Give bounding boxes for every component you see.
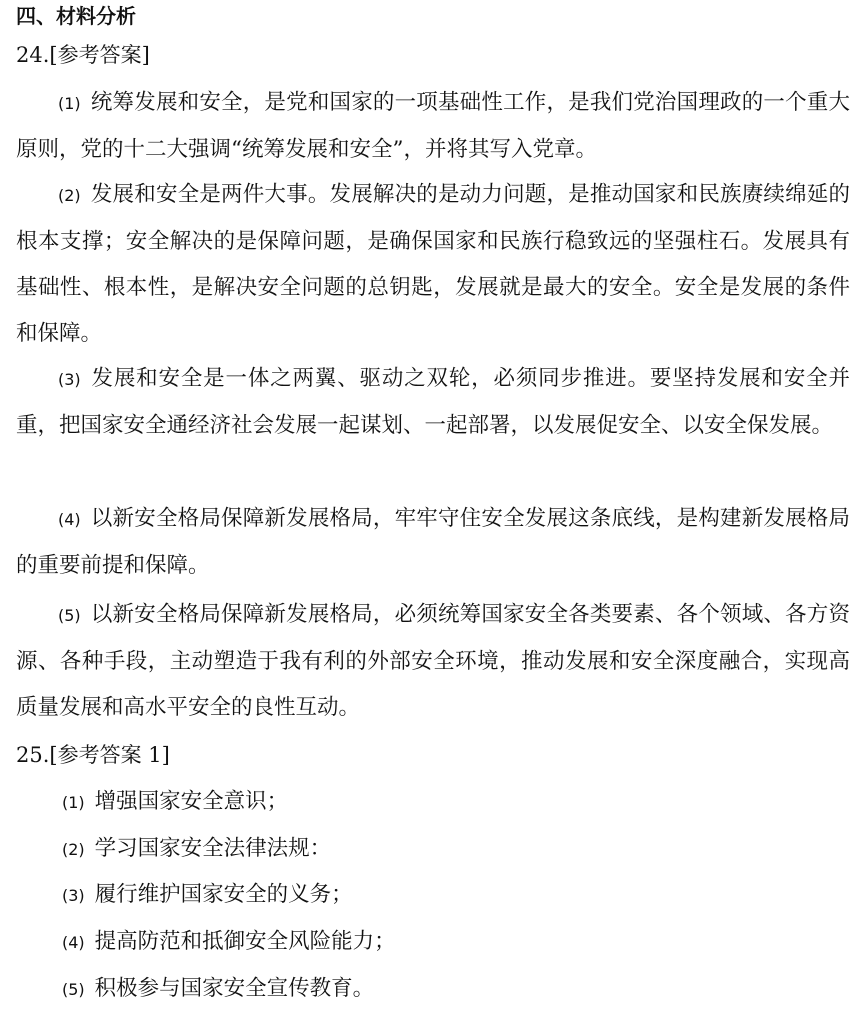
item-number: (4) <box>62 933 85 952</box>
paragraph-number: (2) <box>58 186 81 205</box>
item-text: 学习国家安全法律法规： <box>94 836 332 861</box>
item-text: 积极参与国家安全宣传教育。 <box>94 976 375 1001</box>
answer-24-paragraph-4 <box>16 496 850 589</box>
answer-25-item-4 <box>62 927 396 958</box>
item-text: 增强国家安全意识； <box>94 789 289 814</box>
answer-25-item-5 <box>62 974 374 1005</box>
answer-24-paragraph-2 <box>16 172 850 357</box>
answer-25-item-2 <box>62 834 331 865</box>
paragraph-text: 发展和安全是一体之两翼、驱动之双轮，必须同步推进。要坚持发展和安全并重，把国家安全通经济社会发展一起谋划、一起部署，以发展促安全、以安全保发展。 <box>16 366 850 438</box>
item-number: (1) <box>62 793 85 812</box>
paragraph-text: 以新安全格局保障新发展格局，牢牢守住安全发展这条底线，是构建新发展格局的重要前提和保障。 <box>16 506 850 578</box>
item-number: (2) <box>62 840 85 859</box>
paragraph-number: (1) <box>58 94 81 113</box>
answer-24-paragraph-3 <box>16 356 850 449</box>
question-24-heading: 24.[参考答案] <box>16 43 150 67</box>
paragraph-number: (4) <box>58 510 81 529</box>
section-title: 四、材料分析 <box>16 4 136 28</box>
item-number: (5) <box>62 980 85 999</box>
paragraph-text: 以新安全格局保障新发展格局，必须统筹国家安全各类要素、各个领域、各方资源、各种手段，主动塑造于我有利的外部安全环境，推动发展和安全深度融合，实现高质量发展和高水平安全的良性互动。 <box>16 602 850 720</box>
paragraph-text: 统筹发展和安全，是党和国家的一项基础性工作，是我们党治国理政的一个重大原则，党的十二大强调“统筹发展和安全”，并将其写入党章。 <box>16 90 850 162</box>
question-25-heading: 25.[参考答案 1] <box>16 743 170 767</box>
answer-25-item-1 <box>62 787 288 818</box>
item-text: 履行维护国家安全的义务； <box>94 882 353 907</box>
answer-25-item-3 <box>62 880 353 911</box>
item-number: (3) <box>62 886 85 905</box>
paragraph-text: 发展和安全是两件大事。发展解决的是动力问题，是推动国家和民族赓续绵延的根本支撑；安全解决的是保障问题，是确保国家和民族行稳致远的坚强柱石。发展具有基础性、根本性，是解决安全问题的总钥匙，发展就是最大的安全。安全是发展的条件和保障。 <box>16 182 850 346</box>
answer-24-paragraph-1 <box>16 80 850 173</box>
paragraph-number: (5) <box>58 606 81 625</box>
item-text: 提高防范和抵御安全风险能力； <box>94 929 396 954</box>
paragraph-number: (3) <box>58 370 81 389</box>
answer-24-paragraph-5 <box>16 592 850 731</box>
